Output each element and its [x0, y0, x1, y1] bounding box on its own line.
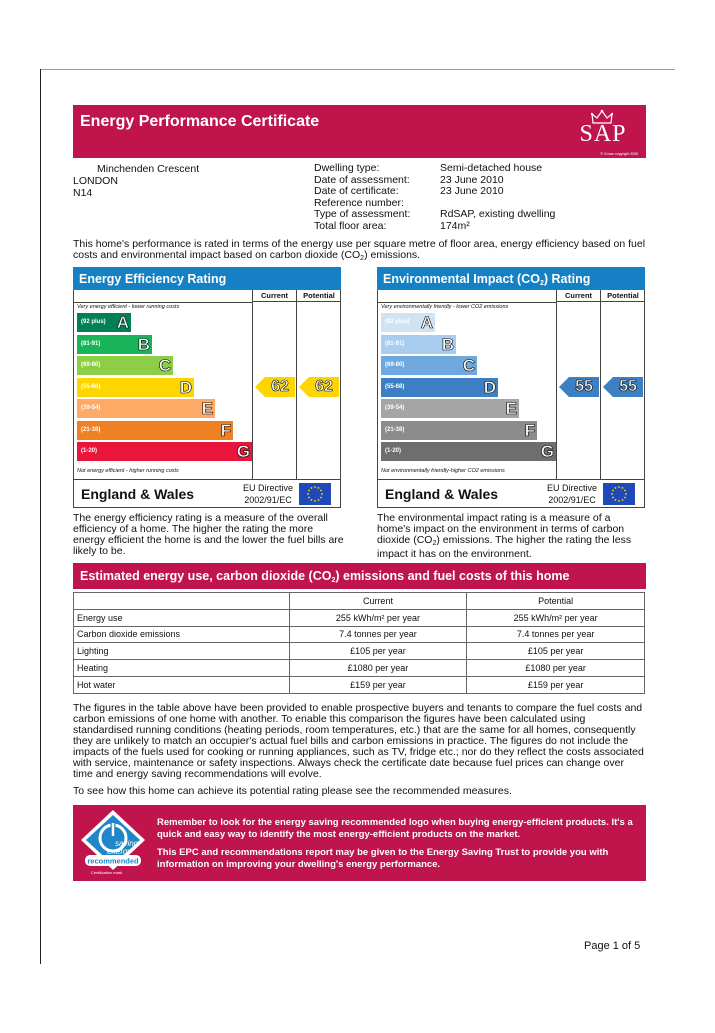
- costs-section-title: Estimated energy use, carbon dioxide $(CO_2)$ emissions and fuel costs of this home: [73, 563, 646, 589]
- environmental-impact-description: The environmental impact rating is a measure of a home's impact on the environment in terms of carbon dioxide $(CO_2)$ emissions. The higher the rating the less impact it has on the environment.: [377, 512, 632, 560]
- dwelling-details: [314, 163, 555, 232]
- page-left-rule: [40, 69, 41, 964]
- svg-text:recommended: recommended: [87, 856, 139, 866]
- detail-row: [314, 221, 555, 233]
- detail-label: Total floor area:: [314, 219, 387, 232]
- band-range: (39-54): [385, 405, 405, 411]
- table-header-cell: Potential: [467, 593, 645, 610]
- rating-band-f: [77, 421, 233, 440]
- rating-band-a: [77, 313, 131, 332]
- potential-value: £105 per year: [467, 643, 645, 660]
- rating-band-c: [381, 356, 477, 375]
- potential-value: £159 per year: [467, 676, 645, 693]
- eu-directive: EU Directive 2002/91/EC: [242, 483, 293, 505]
- current-rating-arrow: [559, 377, 599, 397]
- band-range: (1-20): [385, 448, 402, 454]
- detail-row: [314, 209, 555, 221]
- address-street: Minchenden Crescent: [97, 163, 200, 175]
- energy-saving-banner: [73, 805, 646, 881]
- rating-band-c: [77, 356, 173, 375]
- detail-value: 23 June 2010: [440, 173, 504, 186]
- current-rating-arrow-value: 62: [271, 378, 289, 395]
- energy-saving-reminder: Remember to look for the energy saving recommended logo when buying energy-efficient products. It's a quick and easy way to identify the most energy-efficient products on the market.: [157, 817, 633, 840]
- current-value: £1080 per year: [289, 660, 467, 677]
- current-value: £159 per year: [289, 676, 467, 693]
- sap-logo: [568, 109, 638, 155]
- band-range: (39-54): [81, 405, 101, 411]
- detail-label: Dwelling type:: [314, 162, 380, 174]
- table-header-cell: [74, 593, 290, 610]
- energy-efficiency-title: Energy Efficiency Rating: [73, 267, 341, 290]
- energy-saving-logo: [77, 808, 149, 878]
- rating-band-b: [77, 335, 152, 354]
- page-top-rule: [40, 69, 675, 70]
- table-row: [74, 626, 645, 643]
- svg-text:energy: energy: [107, 847, 132, 856]
- environmental-impact-title: Environmental Impact $(CO_2)$ Rating: [377, 267, 645, 290]
- table-row: [74, 660, 645, 677]
- intro-paragraph: This home's performance is rated in terms of the energy use per square metre of floor area, energy efficiency based on fuel costs and environmental impact based on carbon dioxide $(CO_2)$ emissions.: [73, 238, 646, 262]
- svg-text:saving: saving: [115, 839, 139, 848]
- detail-value: Semi-detached house: [440, 162, 543, 174]
- certificate-header: [73, 105, 646, 158]
- band-letter: F: [524, 420, 535, 440]
- table-row: [74, 609, 645, 626]
- band-range: (21-38): [81, 426, 101, 433]
- row-label: Carbon dioxide emissions: [74, 626, 290, 643]
- potential-rating-arrow-value: 62: [315, 378, 333, 395]
- detail-row: [314, 163, 555, 175]
- eu-flag-icon: [299, 483, 331, 505]
- band-range: (55-68): [81, 383, 101, 390]
- potential-value: 255 kWh/m² per year: [467, 609, 645, 626]
- property-address: [73, 163, 199, 199]
- environmental-impact-panel: [377, 267, 645, 508]
- certification-mark-caption: Certification mark: [91, 870, 123, 875]
- certificate-title: Energy Performance Certificate: [80, 113, 320, 130]
- row-label: Heating: [74, 660, 290, 677]
- energy-efficiency-panel: [73, 267, 341, 508]
- detail-label: Date of assessment:: [314, 173, 410, 186]
- band-range: (21-38): [385, 426, 405, 433]
- sap-logo-text: SAP: [579, 121, 627, 147]
- band-letter: G: [540, 442, 554, 461]
- current-value: 255 kWh/m² per year: [289, 609, 467, 626]
- band-range: (81-91): [81, 340, 101, 347]
- current-column-header: Current: [556, 290, 600, 302]
- band-letter: D: [179, 377, 192, 397]
- rating-band-b: [381, 335, 456, 354]
- costs-table: [73, 592, 645, 694]
- band-letter: D: [483, 377, 496, 397]
- detail-label: Reference number:: [314, 196, 404, 209]
- rating-band-g: [381, 442, 556, 461]
- potential-rating-arrow-value: 55: [619, 378, 637, 395]
- band-letter: B: [441, 334, 454, 354]
- energy-saving-trust-note: This EPC and recommendations report may be given to the Energy Saving Trust to provide you with information on improving your dwelling's energy performance.: [157, 847, 609, 870]
- table-row: [74, 676, 645, 693]
- energy-efficiency-chart: [73, 290, 341, 508]
- eu-directive: EU Directive 2002/91/EC: [546, 483, 597, 505]
- band-range: (69-80): [81, 362, 101, 368]
- current-rating-arrow: [255, 377, 295, 397]
- band-letter: A: [116, 313, 129, 332]
- band-letter: G: [236, 442, 250, 461]
- rating-band-e: [381, 399, 519, 418]
- address-postcode: N14: [73, 187, 93, 199]
- sap-logo-copyright: © Crown copyright 2005: [600, 152, 638, 156]
- current-value: £105 per year: [289, 643, 467, 660]
- potential-column-header: Potential: [296, 290, 341, 302]
- band-range: (81-91): [385, 340, 405, 347]
- band-letter: F: [220, 420, 231, 440]
- recommended-measures-note: To see how this home can achieve its potential rating please see the recommended measures.: [73, 785, 512, 797]
- scale-bottom-caption: Not energy efficient - higher running costs: [77, 468, 179, 474]
- detail-value: RdSAP, existing dwelling: [440, 208, 556, 220]
- table-header-row: [74, 593, 645, 610]
- row-label: Lighting: [74, 643, 290, 660]
- band-letter: B: [137, 334, 150, 354]
- table-header-cell: Current: [289, 593, 467, 610]
- band-letter: E: [201, 399, 213, 418]
- detail-label: Type of assessment:: [314, 208, 411, 220]
- rating-band-g: [77, 442, 252, 461]
- address-city: LONDON: [73, 175, 118, 187]
- band-range: (55-68): [385, 383, 405, 390]
- potential-column-header: Potential: [600, 290, 645, 302]
- potential-value: 7.4 tonnes per year: [467, 626, 645, 643]
- region-name: England & Wales: [385, 486, 499, 502]
- band-range: (1-20): [81, 448, 98, 454]
- band-range: (92 plus): [385, 319, 410, 325]
- scale-bottom-caption: Not environmentally friendly-higher CO2 emissions: [381, 468, 505, 474]
- rating-band-e: [77, 399, 215, 418]
- band-range: (69-80): [385, 362, 405, 368]
- band-letter: C: [462, 356, 475, 375]
- current-value: 7.4 tonnes per year: [289, 626, 467, 643]
- band-letter: A: [420, 313, 433, 332]
- row-label: Hot water: [74, 676, 290, 693]
- rating-band-d: [381, 378, 498, 397]
- energy-saving-recommended-icon: [77, 808, 149, 878]
- current-rating-arrow-value: 55: [575, 378, 593, 395]
- page-number: Page 1 of 5: [584, 940, 641, 952]
- region-name: England & Wales: [81, 486, 195, 502]
- detail-label: Date of certificate:: [314, 185, 399, 197]
- environmental-impact-chart: [377, 290, 645, 508]
- potential-rating-arrow: [299, 377, 339, 397]
- row-label: Energy use: [74, 609, 290, 626]
- detail-value: 174m²: [440, 219, 470, 232]
- scale-top-caption: Very environmentally friendly - lower CO2 emissions: [381, 304, 509, 310]
- scale-top-caption: Very energy efficient - lower running costs: [77, 304, 180, 310]
- band-letter: C: [158, 356, 171, 375]
- band-letter: E: [505, 399, 517, 418]
- table-row: [74, 643, 645, 660]
- potential-value: £1080 per year: [467, 660, 645, 677]
- rating-band-a: [381, 313, 435, 332]
- rating-band-f: [381, 421, 537, 440]
- detail-value: 23 June 2010: [440, 185, 504, 197]
- band-range: (92 plus): [81, 319, 106, 325]
- rating-band-d: [77, 378, 194, 397]
- potential-rating-arrow: [603, 377, 643, 397]
- detail-row: [314, 186, 555, 198]
- explanation-paragraph: The figures in the table above have been provided to enable prospective buyers and tenants to compare the fuel costs and carbon emissions of one home with another. To enable this comparison the figures have been calculated using standardised running conditions (heating periods, room temperatures, etc.) that are the same for all homes, consequently they are unlikely to match an occupier's actual fuel bills and carbon emissions in practice. The figures do not include the impacts of the fuels used for cooking or running appliances, such as TV, fridge etc.; nor do they reflect the costs associated with service, maintenance or safety inspections. Always check the certificate date because fuel prices can change over time and energy saving recommendations will evolve.: [73, 702, 644, 780]
- current-column-header: Current: [252, 290, 296, 302]
- eu-flag-icon: [603, 483, 635, 505]
- energy-efficiency-description: The energy efficiency rating is a measure of the overall efficiency of a home. The higher the rating the more energy efficient the home is and the lower the fuel bills are likely to be.: [73, 512, 344, 557]
